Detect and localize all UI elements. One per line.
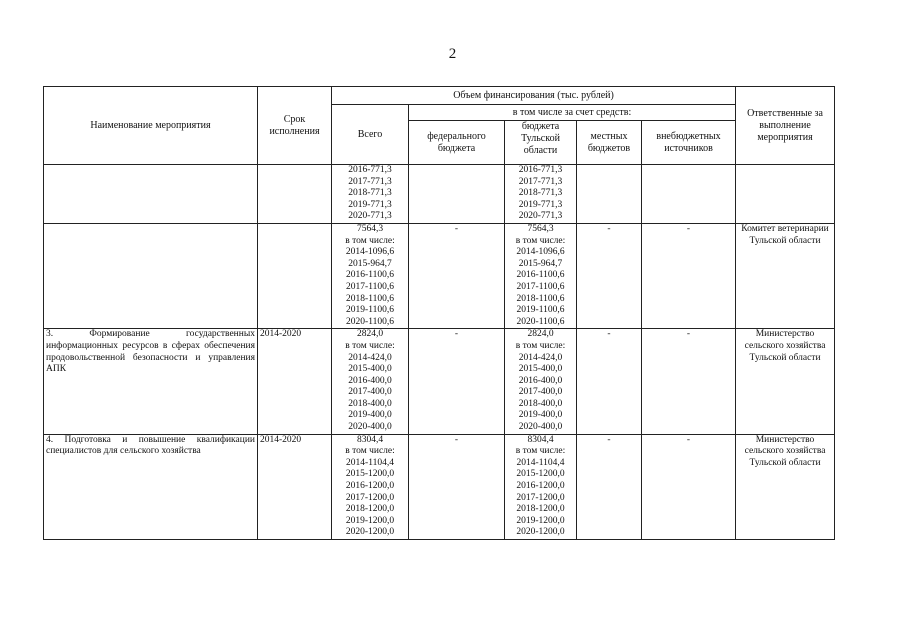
total-cell <box>332 165 409 224</box>
total-cell-line: 2014-1096,6 <box>345 247 395 258</box>
total-cell-line: в том числе: <box>345 235 395 246</box>
regional-cell-line: 2014-424,0 <box>518 352 563 363</box>
regional-cell <box>505 434 577 539</box>
total-cell-line: 2019-1100,6 <box>346 305 394 316</box>
regional-cell <box>505 223 577 328</box>
regional-cell-line: 2015-400,0 <box>518 364 563 375</box>
regional-cell-line: 2824,0 <box>527 329 554 340</box>
regional-cell-line: в том числе: <box>515 446 566 457</box>
total-cell-line: 2016-1200,0 <box>345 481 395 492</box>
regional-cell-line: 2020-1100,6 <box>516 316 565 327</box>
regional-cell-line: в том числе: <box>515 340 566 351</box>
table-row <box>44 434 835 539</box>
regional-cell-line: 2018-1200,0 <box>516 504 565 515</box>
total-cell-line: в том числе: <box>345 446 395 457</box>
term-cell <box>258 223 332 328</box>
table-row <box>44 165 835 224</box>
table-body <box>44 165 835 540</box>
total-cell-line: 2018-1100,6 <box>346 293 394 304</box>
total-cell-line: 2016-1100,6 <box>346 270 394 281</box>
term-cell: 2014-2020 <box>258 329 332 434</box>
regional-cell-line: 2020-1200,0 <box>516 527 565 538</box>
activity-name-cell: 3. Формирование государственных информационных ресурсов в сферах обеспечения продовольственной безопасности и управления АПК <box>44 329 258 434</box>
total-cell-line: 2019-400,0 <box>348 410 392 421</box>
local-cell: - <box>577 434 642 539</box>
local-cell <box>577 165 642 224</box>
total-cell-line: 2020-1200,0 <box>345 527 395 538</box>
extra-cell <box>642 165 736 224</box>
total-cell-line: 2015-964,7 <box>348 258 392 269</box>
activity-name-cell <box>44 165 258 224</box>
total-cell-line: 2020-771,3 <box>348 211 392 222</box>
federal-cell: - <box>409 223 505 328</box>
federal-cell: - <box>409 434 505 539</box>
header-responsible: Ответственные за выполнение мероприятия <box>736 87 835 165</box>
table-row <box>44 329 835 434</box>
header-extra: внебюджетных источников <box>642 121 736 165</box>
regional-cell <box>505 165 577 224</box>
regional-cell-line: 2016-1200,0 <box>516 481 565 492</box>
regional-cell-line: 7564,3 <box>527 223 554 234</box>
regional-cell-line: 2018-400,0 <box>518 398 563 409</box>
regional-cell-line: 8304,4 <box>527 434 554 445</box>
regional-cell-line: 2016-771,3 <box>518 165 563 175</box>
extra-cell: - <box>642 223 736 328</box>
term-cell: 2014-2020 <box>258 434 332 539</box>
regional-cell-line: 2016-1100,6 <box>516 270 565 281</box>
extra-cell: - <box>642 434 736 539</box>
extra-cell: - <box>642 329 736 434</box>
total-cell-line: 2017-1200,0 <box>345 492 395 503</box>
total-cell-line: 2018-400,0 <box>348 398 392 409</box>
total-cell-line: 2018-771,3 <box>348 188 392 199</box>
federal-cell: - <box>409 329 505 434</box>
total-cell-line: 2015-400,0 <box>348 364 392 375</box>
regional-cell-line: 2016-400,0 <box>518 375 563 386</box>
federal-cell <box>409 165 505 224</box>
regional-cell-line: 2020-400,0 <box>518 422 563 433</box>
header-name: Наименование мероприятия <box>44 87 258 165</box>
total-cell-line: 2020-400,0 <box>348 422 392 433</box>
responsible-cell <box>736 165 835 224</box>
regional-cell-line: 2019-1100,6 <box>516 305 565 316</box>
regional-cell-line: 2017-1100,6 <box>516 281 565 292</box>
total-cell-line: 2018-1200,0 <box>345 504 395 515</box>
total-cell-line: в том числе: <box>345 340 395 351</box>
regional-cell-line: 2015-1200,0 <box>516 469 565 480</box>
total-cell-line: 2014-1104,4 <box>346 457 394 468</box>
total-cell-line: 2020-1100,6 <box>346 316 394 327</box>
total-cell-line: 2016-771,3 <box>348 165 392 175</box>
regional-cell-line: 2014-1104,4 <box>516 457 565 468</box>
regional-cell-line: 2015-964,7 <box>518 258 563 269</box>
funding-table <box>43 86 835 540</box>
regional-cell-line: в том числе: <box>515 235 566 246</box>
responsible-cell: Министерство сельского хозяйства Тульской области <box>736 329 835 434</box>
total-cell-line: 2017-400,0 <box>348 387 392 398</box>
page-number: 2 <box>448 46 457 62</box>
total-cell-line: 8304,4 <box>356 434 384 445</box>
regional-cell-line: 2020-771,3 <box>518 211 563 222</box>
header-federal: федерального бюджета <box>409 121 505 165</box>
header-total: Всего <box>332 105 409 165</box>
total-cell <box>332 434 409 539</box>
regional-cell-line: 2017-1200,0 <box>516 492 565 503</box>
activity-name-cell: 4. Подготовка и повышение квалификации специалистов для сельского хозяйства <box>44 434 258 539</box>
term-cell <box>258 165 332 224</box>
header-regional: бюджета Тульской области <box>505 121 577 165</box>
local-cell: - <box>577 223 642 328</box>
total-cell-line: 2016-400,0 <box>348 375 392 386</box>
header-term: Срок исполнения <box>258 87 332 165</box>
total-cell <box>332 329 409 434</box>
regional-cell-line: 2017-400,0 <box>518 387 563 398</box>
regional-cell-line: 2017-771,3 <box>518 176 563 187</box>
regional-cell-line: 2014-1096,6 <box>516 247 565 258</box>
total-cell-line: 2824,0 <box>356 329 384 340</box>
header-including: в том числе за счет средств: <box>409 105 736 121</box>
total-cell-line: 2014-424,0 <box>348 352 392 363</box>
total-cell <box>332 223 409 328</box>
regional-cell-line: 2018-1100,6 <box>516 293 565 304</box>
regional-cell-line: 2018-771,3 <box>518 188 563 199</box>
header-funding: Объем финансирования (тыс. рублей) <box>332 87 736 105</box>
activity-name-cell <box>44 223 258 328</box>
table-row <box>44 223 835 328</box>
total-cell-line: 2015-1200,0 <box>345 469 395 480</box>
total-cell-line: 2019-1200,0 <box>345 515 395 526</box>
total-cell-line: 2019-771,3 <box>348 199 392 210</box>
regional-cell-line: 2019-400,0 <box>518 410 563 421</box>
regional-cell-line: 2019-771,3 <box>518 199 563 210</box>
local-cell: - <box>577 329 642 434</box>
responsible-cell: Министерство сельского хозяйства Тульской области <box>736 434 835 539</box>
regional-cell-line: 2019-1200,0 <box>516 515 565 526</box>
total-cell-line: 2017-771,3 <box>348 176 392 187</box>
total-cell-line: 2017-1100,6 <box>346 281 394 292</box>
header-local: местных бюджетов <box>577 121 642 165</box>
responsible-cell: Комитет ветеринарии Тульской области <box>736 223 835 328</box>
regional-cell <box>505 329 577 434</box>
total-cell-line: 7564,3 <box>356 223 384 234</box>
